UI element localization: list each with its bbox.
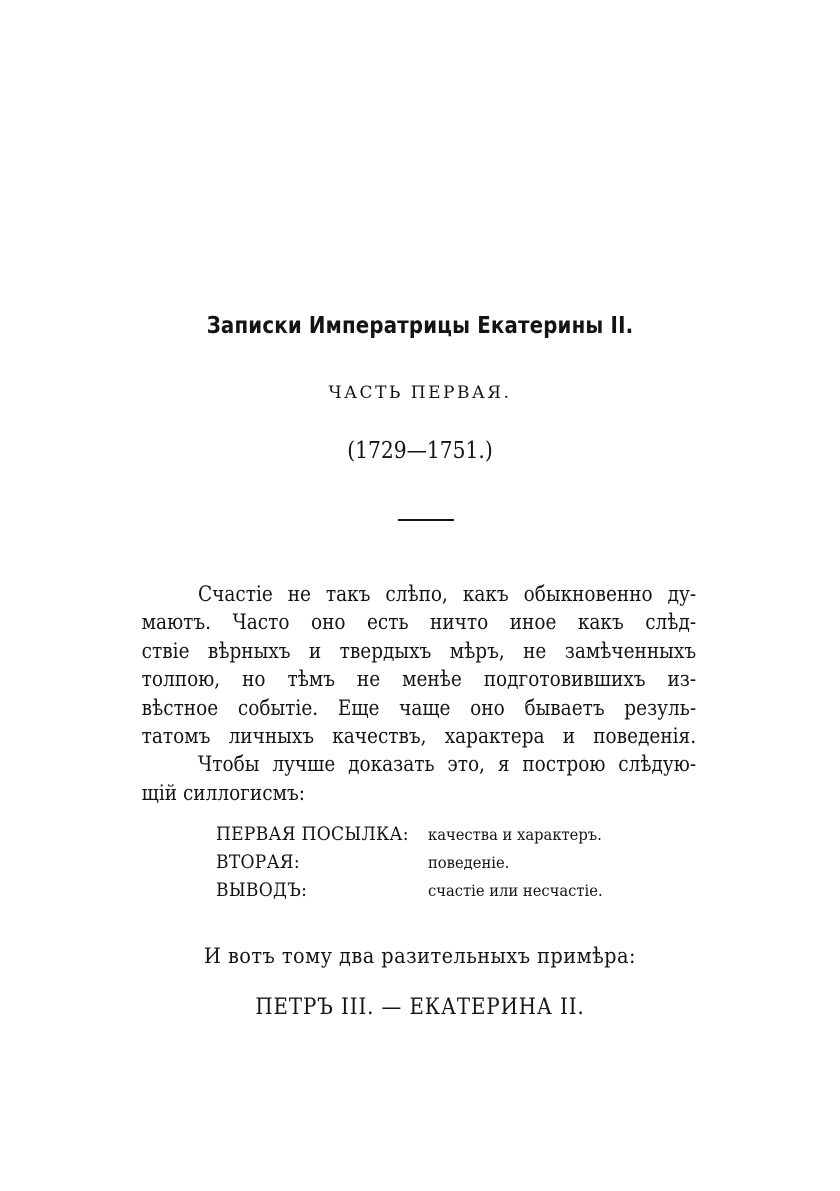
syllogism-label: ВЫВОДЪ: [216, 879, 308, 901]
paragraph-line: татомъ личныхъ качествъ, характера и поведенія. [141, 724, 697, 749]
syllogism-row [216, 851, 656, 879]
syllogism-label: ПЕРВАЯ ПОСЫЛКА: [216, 823, 409, 845]
paragraph-line: щій силлогисмъ: [141, 780, 305, 805]
paragraph-line: Счастіе не такъ слѣпо, какъ обыкновенно ду- [198, 582, 697, 606]
divider-rule [398, 519, 454, 521]
paragraph-line: маютъ. Часто оно есть ничто иное какъ слѣд- [141, 610, 697, 635]
paragraph-line: ствіе вѣрныхъ и твердыхъ мѣръ, не замѣченныхъ [141, 638, 697, 663]
paragraph-line: вѣстное событіе. Еще чаще оно бываетъ резуль- [141, 695, 697, 720]
syllogism-label: ВТОРАЯ: [216, 851, 300, 873]
paragraph-line: Чтобы лучше доказать это, я построю слѣдую- [198, 752, 697, 777]
intro-paragraph [141, 580, 697, 807]
syllogism-row [216, 879, 656, 907]
page-title: Записки Императрицы Екатерины II. [206, 313, 634, 339]
years-range: (1729—1751.) [347, 438, 493, 464]
paragraph-line: толпою, но тѣмъ не менѣе подготовившихъ из- [141, 667, 697, 692]
syllogism-value: поведеніе. [428, 853, 510, 872]
syllogism-value: качества и характеръ. [428, 825, 602, 844]
part-heading: ЧАСТЬ ПЕРВАЯ. [328, 383, 512, 403]
syllogism-table [216, 823, 656, 907]
examples-names: ПЕТРЪ III. — ЕКАТЕРИНА II. [255, 995, 585, 1020]
syllogism-value: счастіе или несчастіе. [428, 881, 603, 900]
examples-intro: И вотъ тому два разительныхъ примѣра: [204, 944, 636, 968]
syllogism-row [216, 823, 656, 851]
